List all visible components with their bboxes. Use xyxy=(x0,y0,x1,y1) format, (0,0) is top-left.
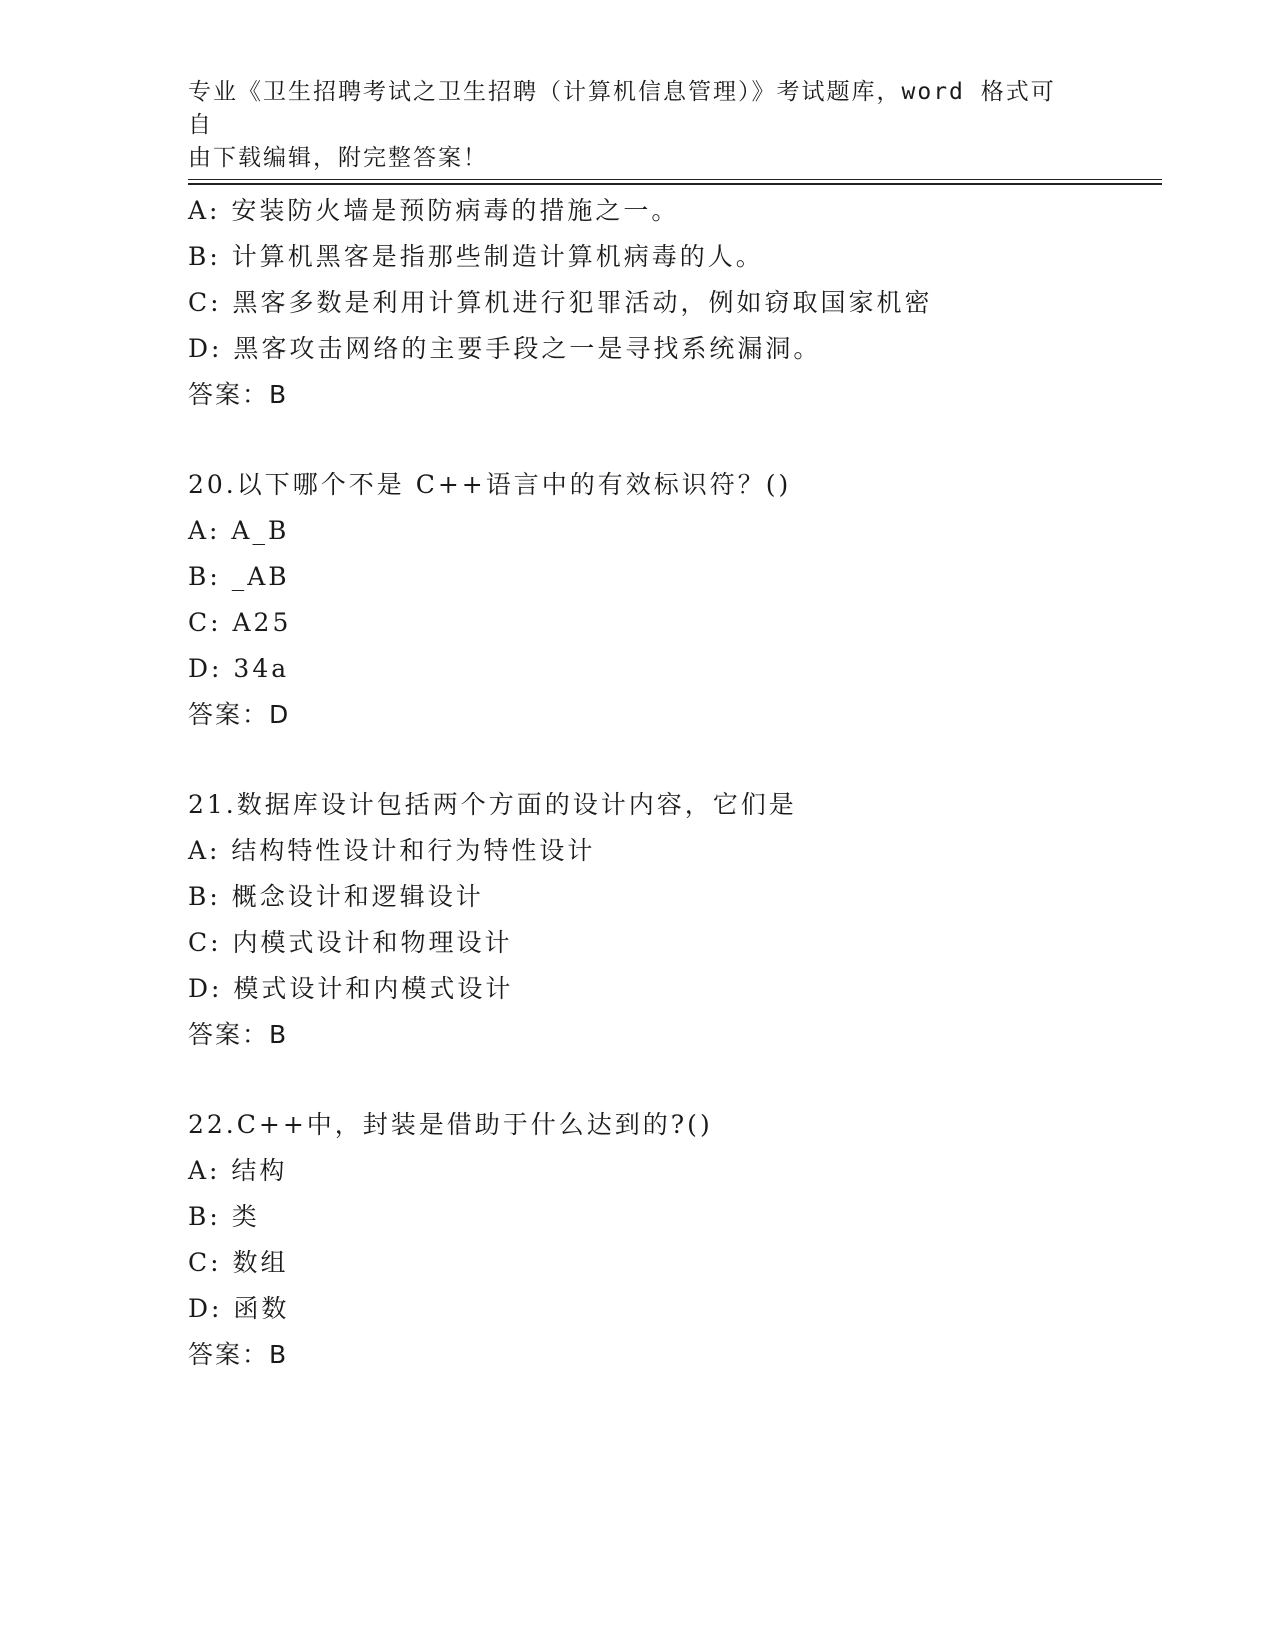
header-line-1: 专业《卫生招聘考试之卫生招聘（计算机信息管理）》考试题库，word 格式可自 xyxy=(188,79,1056,138)
answer: 答案：B xyxy=(188,1020,289,1049)
option-a: A: 结构 xyxy=(188,1156,288,1185)
option-d: D: 黑客攻击网络的主要手段之一是寻找系统漏洞。 xyxy=(188,334,822,363)
answer: 答案：D xyxy=(188,700,291,729)
question-19-continued xyxy=(188,188,1162,418)
answer: 答案：B xyxy=(188,380,289,409)
option-c: C: 数组 xyxy=(188,1248,289,1277)
option-a: A: A_B xyxy=(188,516,290,545)
option-c: C: 内模式设计和物理设计 xyxy=(188,928,513,957)
option-b: B: 类 xyxy=(188,1202,260,1231)
option-d: D: 模式设计和内模式设计 xyxy=(188,974,514,1003)
option-b: B: _AB xyxy=(188,562,290,591)
question-22 xyxy=(188,1102,1162,1378)
document-header xyxy=(188,76,1068,175)
question-20 xyxy=(188,462,1162,738)
question-stem: 22.C++中，封装是借助于什么达到的?() xyxy=(188,1110,713,1139)
header-divider-thin xyxy=(188,179,1162,180)
option-c: C: 黑客多数是利用计算机进行犯罪活动，例如窃取国家机密 xyxy=(188,288,933,317)
question-stem: 21.数据库设计包括两个方面的设计内容，它们是 xyxy=(188,790,797,819)
question-21 xyxy=(188,782,1162,1058)
option-d: D: 函数 xyxy=(188,1294,290,1323)
option-b: B: 概念设计和逻辑设计 xyxy=(188,882,484,911)
option-d: D: 34a xyxy=(188,654,290,683)
question-stem: 20.以下哪个不是 C++语言中的有效标识符？() xyxy=(188,470,792,499)
answer: 答案：B xyxy=(188,1340,289,1369)
option-a: A: 安装防火墙是预防病毒的措施之一。 xyxy=(188,196,680,225)
option-a: A: 结构特性设计和行为特性设计 xyxy=(188,836,596,865)
question-list xyxy=(188,188,1162,1378)
option-c: C: A25 xyxy=(188,608,292,637)
header-line-2: 由下载编辑，附完整答案！ xyxy=(188,145,488,171)
option-b: B: 计算机黑客是指那些制造计算机病毒的人。 xyxy=(188,242,764,271)
header-divider-thick xyxy=(188,183,1162,185)
